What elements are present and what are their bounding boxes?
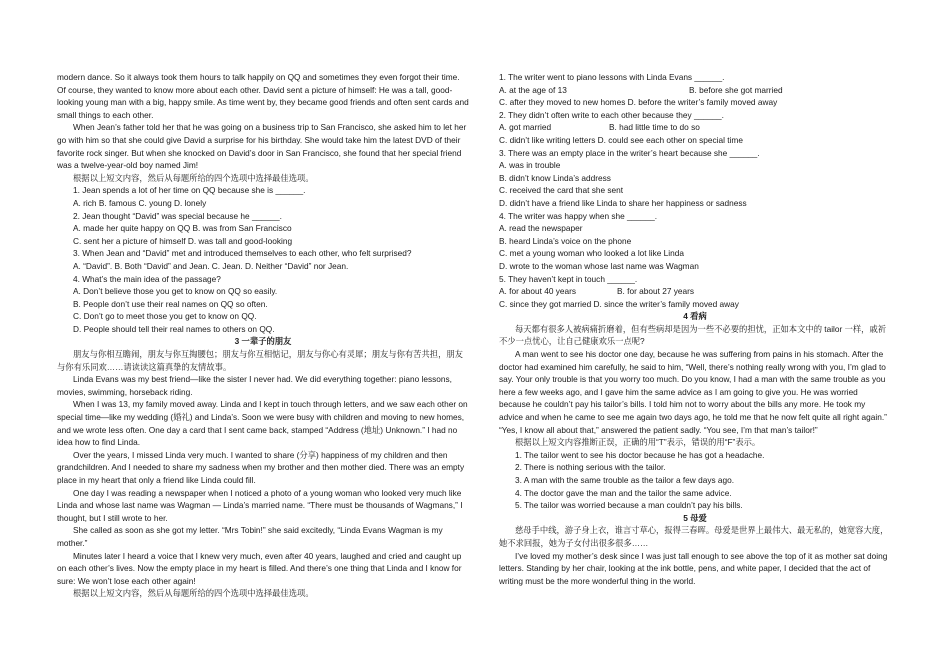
option-text: B. had little time to do so (609, 122, 700, 133)
paragraph: C. met a young woman who looked a lot like Linda (499, 248, 684, 259)
paragraph: One day I was reading a newspaper when I noticed a photo of a young woman who looked very much like Linda and whose last name was Wagman — Linda’s married name. “There must be thousands of Wagmans,” I thought, but I still wrote to her. (57, 487, 463, 523)
paragraph: 5. They haven’t kept in touch ______. (499, 273, 638, 284)
paragraph: Linda Evans was my best friend—like the sister I never had. We did everything together: piano lessons, movies, swimming, horseback riding. (57, 374, 452, 397)
paragraph: A. rich B. famous C. young D. lonely (73, 197, 207, 208)
paragraph: B. didn’t know Linda’s address (499, 172, 611, 183)
paragraph: A. “David”. B. Both “David” and Jean. C. Jean. D. Neither “David” nor Jean. (73, 260, 349, 271)
paragraph: 4. The writer was happy when she ______. (499, 210, 658, 221)
paragraph: A. Don’t believe those you get to know on QQ so easily. (73, 286, 278, 297)
paragraph: 2. Jean thought “David” was special because he ______. (73, 210, 282, 221)
paragraph: When I was 13, my family moved away. Linda and I kept in touch through letters, and we saw each other on special time—like my wedding (婚礼) and Linda’s. Soon we were busy with children and moving to new homes, and we wrote less often. One day a card that I sent came back, stamped “Address (地址) Unknown.” I had no idea how to find Linda. (57, 399, 468, 448)
paragraph: A. read the newspaper (499, 223, 583, 234)
paragraph: 4. What’s the main idea of the passage? (73, 273, 221, 284)
paragraph: B. People don’t use their real names on QQ so often. (73, 298, 268, 309)
paragraph: 1. The tailor went to see his doctor because he has got a headache. (515, 449, 765, 460)
answer-options-row (499, 84, 891, 97)
left-column (57, 71, 469, 600)
option-text: B. for about 27 years (617, 286, 695, 297)
answer-options-row (499, 121, 891, 134)
paragraph: Minutes later I heard a voice that I knew very much, even after 40 years, laughed and cried and caught up on each other’s lives. Now the empty place in my heart is filled. And there’s one thing that Linda and I know for sure: We won’t lose each other again! (57, 550, 462, 586)
option-text: B. before she got married (689, 84, 783, 95)
paragraph: C. sent her a picture of himself D. was tall and good-looking (73, 235, 293, 246)
paragraph: D. People should tell their real names to others on QQ. (73, 323, 275, 334)
paragraph: D. didn’t have a friend like Linda to share her happiness or sadness (499, 197, 747, 208)
paragraph: B. heard Linda’s voice on the phone (499, 235, 632, 246)
paragraph: C. Don’t go to meet those you get to know on QQ. (73, 311, 257, 322)
paragraph: She called as soon as she got my letter. “Mrs Tobin!” she said excitedly, “Linda Evans Wagman is my mother.” (57, 525, 443, 548)
paragraph: 朋友与你相互瞻闹，朋友与你互掏腰包；朋友与你互相惦记，朋友与你心有灵犀；朋友与你有苦共担，朋友与你有乐同欢……请读读这篇真挚的友情故事。 (57, 349, 463, 372)
paragraph: D. wrote to the woman whose last name was Wagman (499, 260, 699, 271)
paragraph: 2. There is nothing serious with the tailor. (515, 462, 666, 473)
paragraph: 慈母手中线，游子身上衣，谁言寸草心，报得三春晖。母爱是世界上最伟大、最无私的，她宽容大度，她不求回报，她为子女付出很多很多…… (499, 525, 889, 548)
paragraph: 4. The doctor gave the man and the tailor the same advice. (515, 487, 732, 498)
paragraph: 5. The tailor was worried because a man couldn’t pay his bills. (515, 500, 743, 511)
option-text: A. at the age of 13 (499, 84, 567, 95)
paragraph: 1. Jean spends a lot of her time on QQ because she is ______. (73, 185, 306, 196)
section-heading: 4 看病 (683, 311, 707, 322)
section-heading: 5 母爱 (683, 512, 707, 523)
answer-options-row (499, 285, 891, 298)
paragraph: 根据以上短文内容推断正误，正确的用“T”表示，错误的用“F”表示。 (515, 437, 761, 448)
option-text: A. got married (499, 122, 552, 133)
paragraph: 3. A man with the same trouble as the tailor a few days ago. (515, 475, 735, 485)
paragraph: 每天都有很多人被病痛折磨着，但有些病却是因为一些不必要的担忧，正如本文中的 tailor 一样，戚祈不少一点忧心，让自己健康欢乐一点呢? (499, 323, 887, 347)
paragraph: C. after they moved to new homes D. before the writer’s family moved away (499, 97, 778, 108)
option-text: A. for about 40 years (499, 286, 577, 297)
paragraph: A man went to see his doctor one day, because he was suffering from pains in his stomach. After the doctor had examined him carefully, he said to him, “Well, there’s nothing really wrong with you, I’m glad to say. Your only trouble is that you worry too much. Do you know, I had a man with the same trouble as you here a few weeks ago, and I gave him the same advice as I am going to give you. He was worried because he couldn’t pay his tailor’s bills. I told him not to worry about the bills any more. He took my advice and when he came to see me again two days ago, he told me that he now felt quite all right again.” “Yes, I know all about that,” answered the patient sadly. “You see, I’m that man’s tailor!” (499, 349, 887, 435)
paragraph: A. was in trouble (499, 160, 561, 171)
paragraph: modern dance. So it always took them hours to talk happily on QQ and sometimes they even forgot their time. Of course, they wanted to know more about each other. David sent a picture of himself: He was a tall, good-looking young man with a big, happy smile. As time went by, they became good friends and often sent cards and small things to each other. (57, 72, 469, 120)
paragraph: 3. There was an empty place in the writer’s heart because she ______. (499, 147, 760, 158)
paragraph: When Jean’s father told her that he was going on a business trip to San Francisco, she asked him to let her go with him so that she could give David a surprise for his birthday. She would take him the latest DVD of their favorite rock singer. But when she knocked on David’s door in San Francisco, she found that her special friend was a twelve-year-old boy named Jim! (57, 122, 467, 171)
paragraph: C. received the card that she sent (499, 185, 624, 196)
paragraph: Over the years, I missed Linda very much. I wanted to share (分享) happiness of my children and then grandchildren. And I needed to share my sadness when my brother and then mother died. There was an empty place in my heart that only a friend like Linda could fill. (57, 449, 465, 485)
paragraph: 根据以上短文内容，然后从每题所给的四个选项中选择最佳选项。 (73, 172, 314, 183)
paragraph: 3. When Jean and “David” met and introduced themselves to each other, who felt surprised? (73, 248, 412, 259)
paragraph: 根据以上短文内容，然后从每题所给的四个选项中选择最佳选项。 (73, 588, 314, 599)
section-heading: 3 一辈子的朋友 (234, 336, 292, 347)
paragraph: A. made her quite happy on QQ B. was from San Francisco (73, 223, 292, 234)
paragraph: C. since they got married D. since the writer’s family moved away (499, 298, 739, 309)
paragraph: 1. The writer went to piano lessons with Linda Evans ______. (499, 72, 725, 82)
paragraph: 2. They didn’t often write to each other because they ______. (499, 109, 724, 120)
paragraph: I’ve loved my mother’s desk since I was just tall enough to see above the top of it as mother sat doing letters. Standing by her chair, looking at the ink bottle, pens, and white paper, I decided that the act of writing must be the more wonderful thing in the world. (499, 550, 888, 586)
right-column (499, 71, 891, 587)
paragraph: C. didn’t like writing letters D. could see each other on special time (499, 134, 743, 145)
